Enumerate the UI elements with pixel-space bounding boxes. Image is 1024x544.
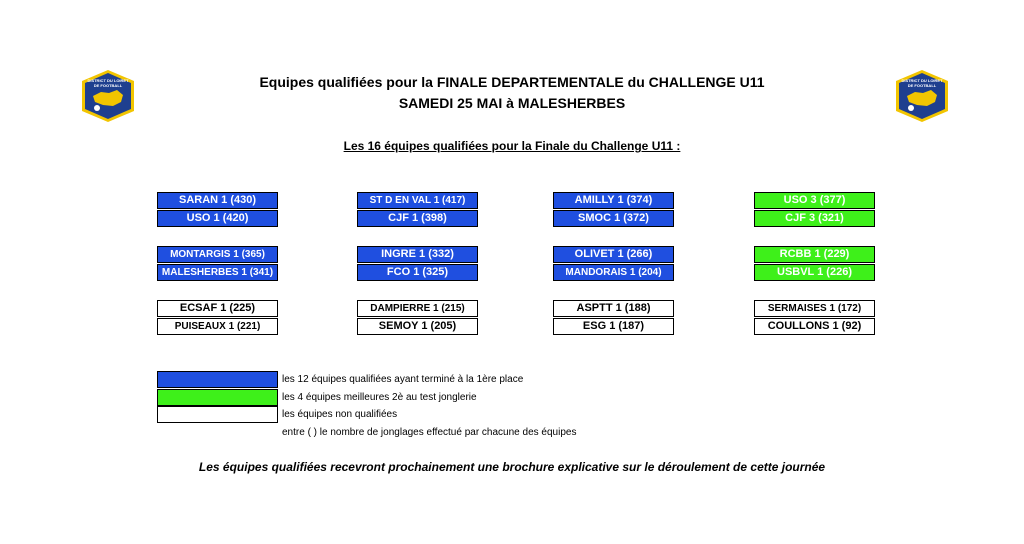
team-box: SEMOY 1 (205) <box>357 318 478 335</box>
page-title: Equipes qualifiées pour la FINALE DEPARTEMENTALE du CHALLENGE U11 <box>259 74 765 90</box>
team-box: USO 3 (377) <box>754 192 875 209</box>
legend-swatch-white <box>157 406 278 423</box>
legend-label: les équipes non qualifiées <box>282 409 398 420</box>
team-box: CJF 1 (398) <box>357 210 478 227</box>
team-box: RCBB 1 (229) <box>754 246 875 263</box>
team-box: USO 1 (420) <box>157 210 278 227</box>
legend-label: les 12 équipes qualifiées ayant terminé à la 1ère place <box>282 374 524 385</box>
team-box: AMILLY 1 (374) <box>553 192 674 209</box>
legend-swatch-blue <box>157 371 278 388</box>
team-box: MALESHERBES 1 (341) <box>157 264 278 281</box>
logo-left-line1: DISTRICT DU LOIRET <box>87 78 129 83</box>
team-box: MANDORAIS 1 (204) <box>553 264 674 281</box>
team-box: ECSAF 1 (225) <box>157 300 278 317</box>
team-box: INGRE 1 (332) <box>357 246 478 263</box>
team-box: ST D EN VAL 1 (417) <box>357 192 478 209</box>
logo-left-line2: DE FOOTBALL <box>93 83 123 88</box>
team-box: FCO 1 (325) <box>357 264 478 281</box>
team-box: SMOC 1 (372) <box>553 210 674 227</box>
team-box: SARAN 1 (430) <box>157 192 278 209</box>
logo-right-line1: DISTRICT DU LOIRET <box>901 78 943 83</box>
team-box: SERMAISES 1 (172) <box>754 300 875 317</box>
team-box: ESG 1 (187) <box>553 318 674 335</box>
team-box: CJF 3 (321) <box>754 210 875 227</box>
team-box: OLIVET 1 (266) <box>553 246 674 263</box>
logo-right-line2: DE FOOTBALL <box>907 83 937 88</box>
team-box: PUISEAUX 1 (221) <box>157 318 278 335</box>
team-box: COULLONS 1 (92) <box>754 318 875 335</box>
legend-label: entre ( ) le nombre de jonglages effectué par chacune des équipes <box>282 426 577 438</box>
team-box: DAMPIERRE 1 (215) <box>357 300 478 317</box>
section-heading: Les 16 équipes qualifiées pour la Finale du Challenge U11 : <box>343 139 681 153</box>
page-subtitle-date: SAMEDI 25 MAI à MALESHERBES <box>398 95 626 111</box>
team-box: ASPTT 1 (188) <box>553 300 674 317</box>
legend-label: les 4 équipes meilleures 2è au test jonglerie <box>282 391 477 403</box>
footer-note: Les équipes qualifiées recevront prochainement une brochure explicative sur le déroulement de cette journée <box>198 460 826 474</box>
legend-swatch-green <box>157 389 278 406</box>
team-box: MONTARGIS 1 (365) <box>157 246 278 263</box>
team-box: USBVL 1 (226) <box>754 264 875 281</box>
